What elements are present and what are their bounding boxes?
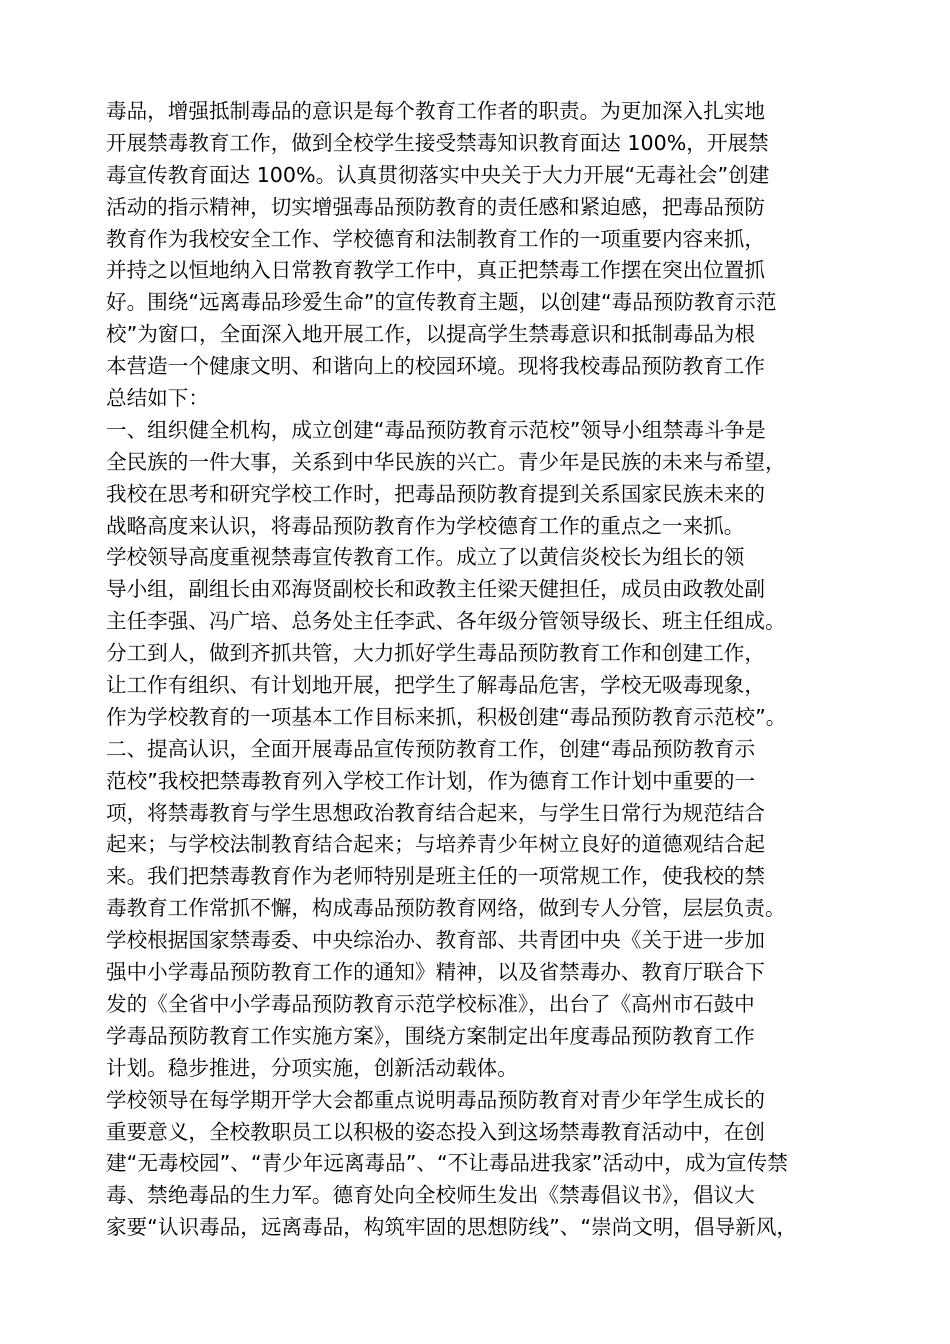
text-line: 毒品，增强抵制毒品的意识是每个教育工作者的职责。为更加深入扎实地 <box>106 99 765 123</box>
text-line: 我校在思考和研究学校工作时，把毒品预防教育提到关系国家民族未来的 <box>106 481 765 506</box>
text-line: 学毒品预防教育工作实施方案》，围绕方案制定出年度毒品预防教育工作 <box>106 1023 755 1048</box>
text-line: 校”为窗口，全面深入地开展工作，以提高学生禁毒意识和抵制毒品为根 <box>106 322 756 347</box>
text-line: 计划。稳步推进，分项实施，创新活动载体。 <box>106 1055 518 1080</box>
text-line: 总结如下： <box>106 386 209 411</box>
text-line: 来。我们把禁毒教育作为老师特别是班主任的一项常规工作，使我校的禁 <box>106 864 765 889</box>
text-line: 让工作有组织、有计划地开展，把学生了解毒品危害，学校无吸毒现象， <box>106 673 765 698</box>
text-line: 作为学校教育的一项基本工作目标来抓，积极创建“毒品预防教育示范校”。 <box>106 704 787 729</box>
text-line: 重要意义，全校教职员工以积极的姿态投入到这场禁毒教育活动中，在创 <box>106 1119 765 1144</box>
text-line: 战略高度来认识，将毒品预防教育作为学校德育工作的重点之一来抓。 <box>106 513 745 538</box>
text-line: 学校领导高度重视禁毒宣传教育工作。成立了以黄信炎校长为组长的领 <box>106 545 745 570</box>
text-line: 主任李强、冯广培、总务处主任李武、各年级分管领导级长、班主任组成。 <box>106 609 786 634</box>
text-line: 起来；与学校法制教育结合起来；与培养青少年树立良好的道德观结合起 <box>106 832 765 857</box>
section-heading-1: 一、组织健全机构，成立创建“毒品预防教育示范校”领导小组禁毒斗争是 <box>106 417 766 442</box>
text-line: 好。围绕“远离毒品珍爱生命”的宣传教育主题，以创建“毒品预防教育示范 <box>106 290 777 315</box>
text-line: 导小组，副组长由邓海贤副校长和政教主任梁天健担任，成员由政教处副 <box>106 577 765 602</box>
text-line: 本营造一个健康文明、和谐向上的校园环境。现将我校毒品预防教育工作 <box>106 354 765 379</box>
text-line: 全民族的一件大事，关系到中华民族的兴亡。青少年是民族的未来与希望， <box>106 449 786 474</box>
text-line: 建“无毒校园”、“青少年远离毒品”、“不让毒品进我家”活动中，成为宣传禁 <box>106 1151 788 1176</box>
section-heading-2: 二、提高认识，全面开展毒品宣传预防教育工作，创建“毒品预防教育示 <box>106 736 756 761</box>
text-line: 并持之以恒地纳入日常教育教学工作中，真正把禁毒工作摆在突出位置抓 <box>106 258 765 283</box>
text-line: 学校领导在每学期开学大会都重点说明毒品预防教育对青少年学生成长的 <box>106 1087 765 1112</box>
text-line: 范校”我校把禁毒教育列入学校工作计划，作为德育工作计划中重要的一 <box>106 768 756 793</box>
text-line: 毒、禁绝毒品的生力军。德育处向全校师生发出《禁毒倡议书》，倡议大 <box>106 1183 755 1208</box>
text-line: 学校根据国家禁毒委、中央综治办、教育部、共青团中央《关于进一步加 <box>106 928 765 953</box>
text-line: 家要“认识毒品，远离毒品，构筑牢固的思想防线”、“崇尚文明，倡导新风， <box>106 1215 798 1240</box>
text-line: 发的《全省中小学毒品预防教育示范学校标准》，出台了《高州市石鼓中 <box>106 991 755 1016</box>
text-line: 教育作为我校安全工作、学校德育和法制教育工作的一项重要内容来抓， <box>106 226 765 251</box>
text-line: 活动的指示精神，切实增强毒品预防教育的责任感和紧迫感，把毒品预防 <box>106 194 765 219</box>
text-line: 分工到人，做到齐抓共管，大力抓好学生毒品预防教育工作和创建工作， <box>106 641 765 666</box>
text-line: 项，将禁毒教育与学生思想政治教育结合起来，与学生日常行为规范结合 <box>106 800 765 825</box>
text-line: 强中小学毒品预防教育工作的通知》精神，以及省禁毒办、教育厅联合下 <box>106 960 765 985</box>
document-body <box>106 96 866 1244</box>
text-line: 毒教育工作常抓不懈，构成毒品预防教育网络，做到专人分管，层层负责。 <box>106 896 786 921</box>
text-line: 开展禁毒教育工作，做到全校学生接受禁毒知识教育面达 100%，开展禁 <box>106 130 769 155</box>
text-line: 毒宣传教育面达 100%。认真贯彻落实中央关于大力开展“无毒社会”创建 <box>106 162 770 187</box>
